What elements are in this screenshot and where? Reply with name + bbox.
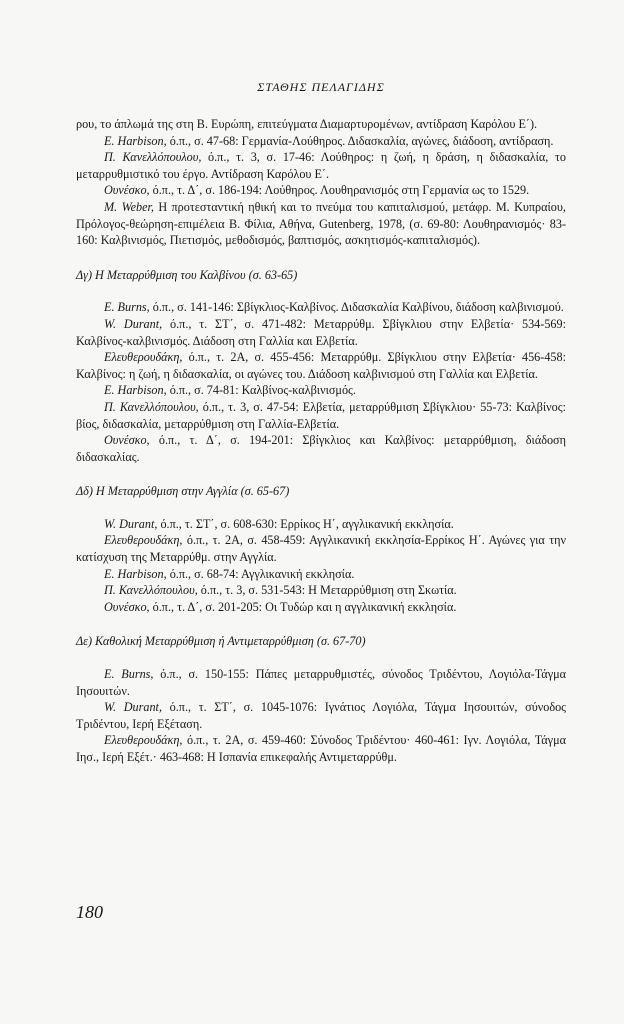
bibliography-entry [76,699,566,732]
entry-author: Π. Κανελλόπουλου, [104,150,202,165]
entry-author: W. Durant, [104,516,158,531]
entry-text: ό.π., τ. Δ΄, σ. 194-201: Σβίγκλιος και Καλβίνος: μεταρρύθμιση, διάδοση διδασκαλίας. [76,433,566,464]
bibliography-entry [76,599,566,616]
page-number: 180 [76,902,103,922]
entry-text: ό.π., τ. 3, σ. 531-543: Η Μεταρρύθμιση στη Σκωτία. [197,583,457,598]
entry-text: ό.π., σ. 150-155: Πάπες μεταρρυθμιστές, σύνοδος Τριδέντου, Λογιόλα-Τάγμα Ιησουιτών. [76,667,567,698]
entry-text: ό.π., τ. ΣΤ΄, σ. 1045-1076: Ιγνάτιος Λογιόλα, Τάγμα Ιησουιτών, σύνοδος Τριδέντου, Ιερή Εξέταση. [76,700,566,731]
entry-author: W. Durant, [104,700,162,715]
entry-text: ό.π., τ. 3, σ. 47-54: Ελβετία, μεταρρύθμιση Σβίγκλιου· 55-73: Καλβίνος: βίος, διδασκαλία, μεταρρύθμιση στη Γαλλία-Ελβετία. [76,399,566,431]
entry-author: Π. Κανελλόπουλου, [104,399,199,414]
entry-text: ό.π., τ. Δ΄, σ. 186-194: Λούθηρος. Λουθηρανισμός στη Γερμανία ως το 1529. [149,183,530,198]
bibliography-entry [76,399,566,432]
bibliography-entry [76,732,566,765]
bibliography-entry [76,382,566,399]
entry-text: ό.π., σ. 74-81: Καλβίνος-καλβινισμός. [166,383,356,398]
entry-text: ό.π., τ. 2Α, σ. 459-460: Σύνοδος Τριδέντου· 460-461: Ιγν. Λογιόλα, Τάγμα Ιησ., Ιερή Εξέτ.· 463-468: Η Ισπανία επικεφαλής Αντιμεταρρύθμ. [76,733,566,764]
section-heading: Δδ) Η Μεταρρύθμιση στην Αγγλία (σ. 65-67) [76,484,290,499]
entry-author: Ε. Burns, [104,667,154,682]
entry-text: ό.π., σ. 141-146: Σβίγκλιος-Καλβίνος. Διδασκαλία Καλβίνου, διάδοση καλβινισμού. [149,300,564,315]
page-content [76,116,566,766]
entry-text: ό.π., σ. 68-74: Αγγλικανική εκκλησία. [166,566,355,581]
section-heading: Δε) Καθολική Μεταρρύθμιση ή Αντιμεταρρύθμιση (σ. 67-70) [76,634,366,649]
entry-text: ό.π., τ. ΣΤ΄, σ. 471-482: Μεταρρύθμ. Σβίγκλιου στην Ελβετία· 534-569: Καλβίνος-καλβινισμός. Διάδοση στη Γαλλία και Ελβετία. [76,316,566,348]
bibliography-entry [76,133,566,150]
bibliography-entry [76,199,566,249]
entry-text: ό.π., τ. Δ΄, σ. 201-205: Οι Τυδώρ και η αγγλικανική εκκλησία. [149,599,457,614]
section-counter-reformation [76,633,566,765]
book-page [76,0,566,1024]
entry-author: Ελευθερουδάκη, [104,533,183,548]
bibliography-entry [76,349,566,382]
bibliography-entry [76,532,566,565]
entry-text: ό.π., τ. 3, σ. 17-46: Λούθηρος: η ζωή, η δράση, η διδασκαλία, το μεταρρυθμιστικό του έργο. Αντίδραση Καρόλου Ε΄. [76,150,566,181]
entry-text: ό.π., τ. 2Α, σ. 458-459: Αγγλικανική εκκλησία-Ερρίκος Η΄. Αγώνες για την κατίσχυση της Μεταρρύθμ. στην Αγγλία. [76,533,566,565]
section-heading: Δγ) Η Μεταρρύθμιση του Καλβίνου (σ. 63-65) [76,267,298,282]
entry-author: Μ. Weber, [104,199,154,214]
entry-author: W. Durant, [104,316,163,331]
bibliography-entry [76,149,566,182]
entry-text: ρου, το άπλωμά της στη Β. Ευρώπη, επιτεύγματα Διαμαρτυρομένων, αντίδραση Καρόλου Ε΄). [76,117,538,131]
entry-text: Η προτεσταντική ηθική και το πνεύμα του καπιταλισμού, μετάφρ. Μ. Κυπραίου, Πρόλογος-θεώρηση-επιμέλεια Β. Φίλια, Αθήνα, Gutenberg, 1978, (σ. 69-80: Λουθηρανισμός· 83-160: Καλβινισμός, Πιετισμός, μεθοδισμός, βαπτισμός, ασκητισμός-καπιταλισμός). [76,199,566,248]
entry-author: Ουνέσκο, [104,433,150,448]
intro-block [76,116,566,249]
entry-author: Ουνέσκο, [104,183,150,198]
bibliography-entry [76,182,566,199]
entry-author: Ουνέσκο, [104,599,150,614]
entry-author: Ελευθερουδάκη, [104,733,183,748]
bibliography-entry [76,566,566,583]
section-england [76,483,566,615]
bibliography-entry [76,432,566,465]
entry-text: ό.π., σ. 47-68: Γερμανία-Λούθηρος. Διδασκαλία, αγώνες, διάδοση, αντίδραση. [166,133,554,148]
running-head: ΣΤΑΘΗΣ ΠΕΛΑΓΙΔΗΣ [257,80,385,94]
entry-author: Ε. Harbison, [104,566,167,581]
paragraph [76,116,566,133]
bibliography-entry [76,582,566,599]
bibliography-entry [76,516,566,533]
entry-text: ό.π., τ. ΣΤ΄, σ. 608-630: Ερρίκος Η΄, αγγλικανική εκκλησία. [157,516,454,531]
entry-author: Π. Κανελλόπουλου, [104,583,198,598]
bibliography-entry [76,316,566,349]
entry-author: Ελευθερουδάκη, [104,350,183,365]
entry-text: ό.π., τ. 2Α, σ. 455-456: Μεταρρύθμ. Σβίγκλιου στην Ελβετία· 456-458: Καλβίνος: η ζωή, η διδασκαλία, οι αγώνες του. Διάδοση καλβινισμού στη Γαλλία και Ελβετία. [76,350,566,381]
entry-author: Ε. Burns, [104,300,150,315]
entry-author: Ε. Harbison, [104,133,167,148]
entry-author: Ε. Harbison, [104,383,167,398]
bibliography-entry [76,299,566,316]
section-calvin [76,267,566,466]
bibliography-entry [76,666,566,699]
